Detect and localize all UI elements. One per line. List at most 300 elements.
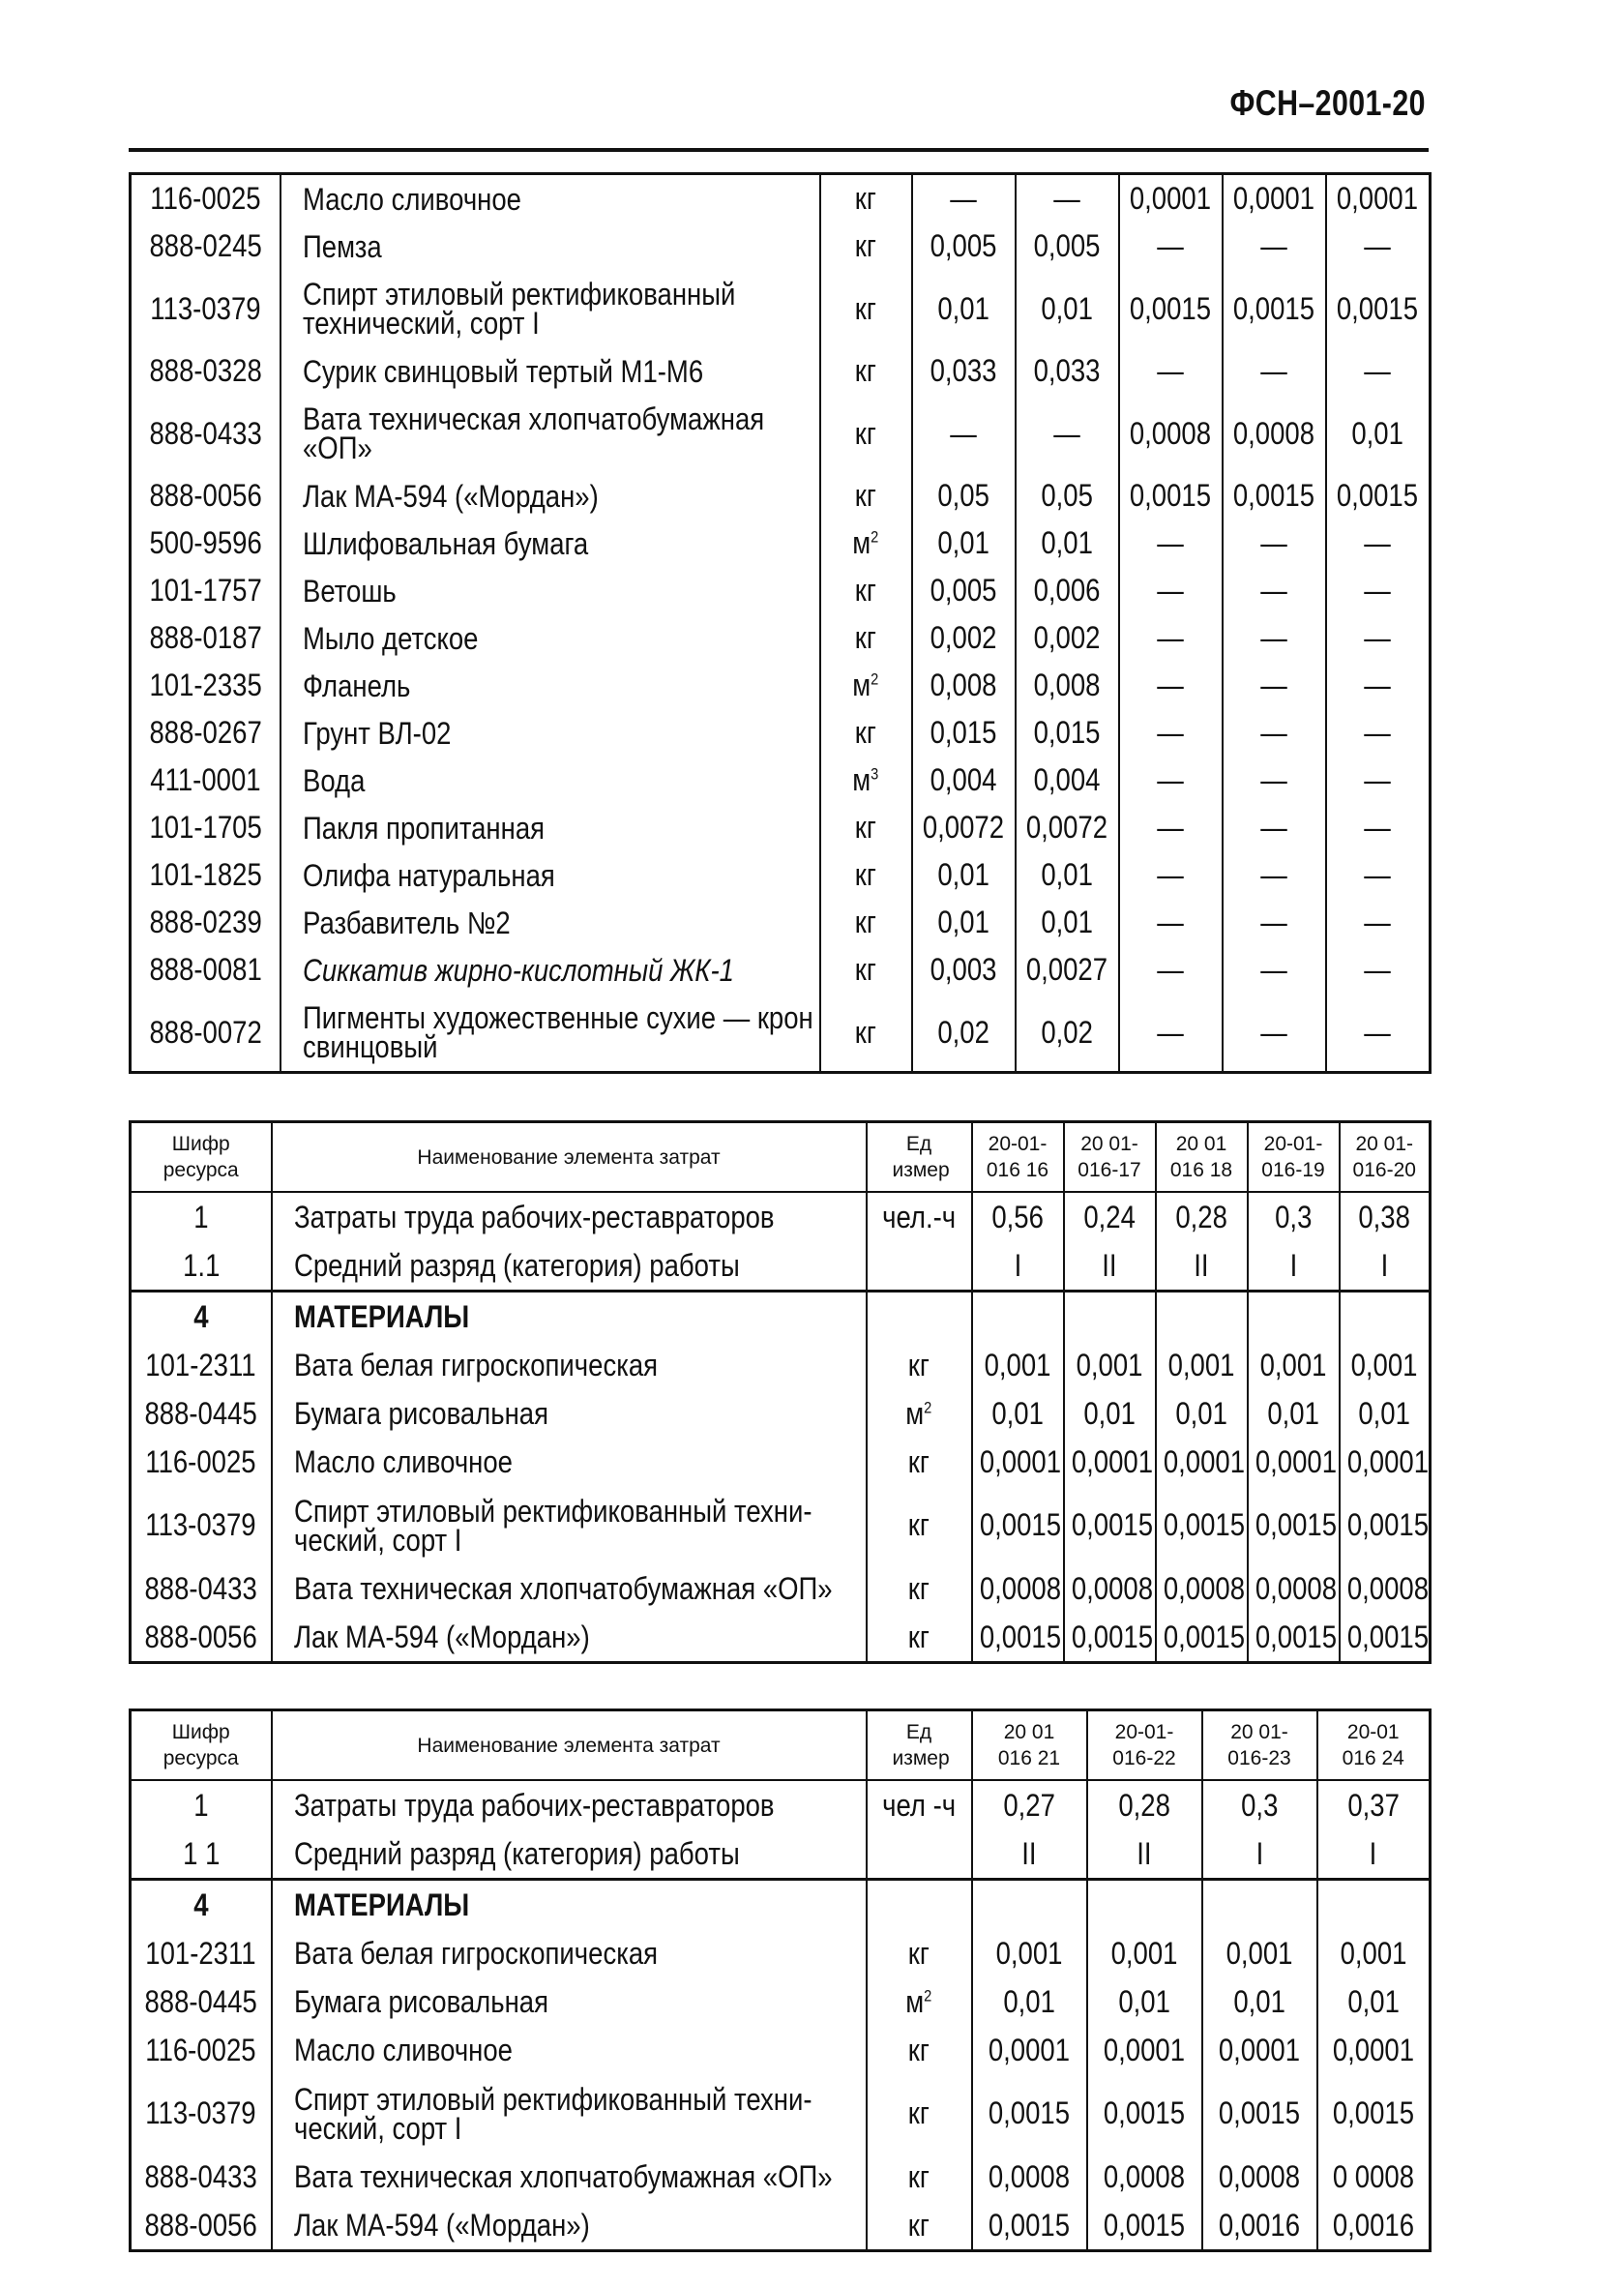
unit-cell: чел -ч <box>867 1780 972 1829</box>
value-cell: 0,27 <box>972 1780 1087 1829</box>
element-name: Мыло детское <box>281 614 820 662</box>
unit-cell: кг <box>820 567 912 614</box>
value-cell: 0,0015 <box>972 1486 1064 1564</box>
value-cell: — <box>1326 946 1431 994</box>
table-header-row <box>131 1122 1431 1193</box>
value-cell: 0,0008 <box>1087 2153 1202 2201</box>
value-cell: 0,005 <box>912 567 1016 614</box>
table-row <box>131 2026 1431 2074</box>
table-row <box>131 709 1431 757</box>
value-cell: — <box>1223 994 1326 1073</box>
header-rule <box>129 148 1429 152</box>
element-name: Фланель <box>281 662 820 709</box>
value-cell: 0,0015 <box>1119 472 1223 520</box>
unit-cell: кг <box>820 994 912 1073</box>
value-cell: 0,006 <box>1016 567 1119 614</box>
table-row <box>131 2153 1431 2201</box>
value-cell: — <box>1223 804 1326 851</box>
element-name: Спирт этиловый ректификованный технический, сорт I <box>281 270 820 347</box>
cost-table-016-16-20 <box>129 1120 1432 1664</box>
resource-code: 101-2311 <box>131 1341 272 1389</box>
value-cell: — <box>1326 223 1431 270</box>
value-cell: 0,01 <box>912 520 1016 567</box>
header-col-3: 20 01-016-23 <box>1202 1710 1317 1781</box>
value-cell: 0,3 <box>1202 1780 1317 1829</box>
value-cell: 0,28 <box>1087 1780 1202 1829</box>
unit-cell <box>867 1292 972 1342</box>
header-col-1: 20 01 016 21 <box>972 1710 1087 1781</box>
value-cell: — <box>1326 520 1431 567</box>
value-cell: — <box>1326 709 1431 757</box>
element-name: Вата техническая хлопчатобумажная «ОП» <box>272 1564 867 1613</box>
header-name: Наименование элемента затрат <box>272 1710 867 1781</box>
resource-code: 113-0379 <box>131 1486 272 1564</box>
value-cell: 0,0015 <box>1156 1613 1248 1663</box>
unit-cell: кг <box>867 2201 972 2251</box>
table-row <box>131 1613 1431 1663</box>
value-cell: I <box>972 1241 1064 1292</box>
value-cell: II <box>1087 1829 1202 1880</box>
value-cell: 0,003 <box>912 946 1016 994</box>
unit-cell: кг <box>820 614 912 662</box>
value-cell: 0,001 <box>1202 1929 1317 1977</box>
resource-code: 101-1705 <box>131 804 281 851</box>
value-cell: — <box>1223 223 1326 270</box>
value-cell: 0,0015 <box>1326 472 1431 520</box>
value-cell: — <box>1119 804 1223 851</box>
value-cell: 0,0001 <box>1248 1438 1340 1486</box>
value-cell: 0,0001 <box>1156 1438 1248 1486</box>
value-cell: 0,0001 <box>1119 174 1223 223</box>
value-cell: 0,05 <box>1016 472 1119 520</box>
value-cell: 0,01 <box>1156 1389 1248 1438</box>
value-cell: — <box>1223 946 1326 994</box>
resource-code: 888-0328 <box>131 347 281 395</box>
value-cell: 0,0015 <box>972 2201 1087 2251</box>
value-cell: 0,0008 <box>1223 395 1326 472</box>
table-row <box>131 1977 1431 2026</box>
table-row <box>131 1564 1431 1613</box>
resource-code: 888-0267 <box>131 709 281 757</box>
table-row <box>131 2201 1431 2251</box>
element-name: Масло сливочное <box>272 2026 867 2074</box>
element-name: Вата техническая хлопчатобумажная «ОП» <box>281 395 820 472</box>
table-row <box>131 851 1431 899</box>
unit-cell: кг <box>820 174 912 223</box>
value-cell: — <box>1223 851 1326 899</box>
value-cell: I <box>1248 1241 1340 1292</box>
unit-cell <box>867 1880 972 1930</box>
unit-cell: кг <box>867 1438 972 1486</box>
unit-cell: $м^2$ <box>867 1389 972 1438</box>
value-cell: — <box>1223 709 1326 757</box>
value-cell: 0,0001 <box>1317 2026 1431 2074</box>
value-cell: — <box>1119 851 1223 899</box>
element-name: Бумага рисовальная <box>272 1389 867 1438</box>
resource-code: 888-0081 <box>131 946 281 994</box>
value-cell: 0,0001 <box>1326 174 1431 223</box>
value-cell: 0,01 <box>1326 395 1431 472</box>
unit-cell: кг <box>820 270 912 347</box>
value-cell: 0,0015 <box>1223 270 1326 347</box>
unit-cell: кг <box>820 851 912 899</box>
element-name: Спирт этиловый ректификованный техни-ческий, сорт I <box>272 1486 867 1564</box>
value-cell: 0,0015 <box>972 2074 1087 2153</box>
section-row <box>131 1880 1431 1930</box>
table-row <box>131 757 1431 804</box>
value-cell: 0,0001 <box>1223 174 1326 223</box>
resource-code: 101-1757 <box>131 567 281 614</box>
document-id: ФСН–2001-20 <box>1229 83 1426 123</box>
value-cell: 0,0072 <box>912 804 1016 851</box>
value-cell: I <box>1202 1829 1317 1880</box>
value-cell: 0,02 <box>912 994 1016 1073</box>
resource-code: 101-2311 <box>131 1929 272 1977</box>
value-cell: 0,001 <box>1340 1341 1431 1389</box>
table-row <box>131 804 1431 851</box>
table-header-row <box>131 1710 1431 1781</box>
resource-code: 1.1 <box>131 1241 272 1292</box>
resource-code: 113-0379 <box>131 270 281 347</box>
resource-code: 116-0025 <box>131 2026 272 2074</box>
resource-code: 1 <box>131 1192 272 1241</box>
resource-code: 888-0433 <box>131 2153 272 2201</box>
value-cell: 0,01 <box>1016 520 1119 567</box>
unit-cell: кг <box>867 1341 972 1389</box>
value-cell: 0,01 <box>1016 899 1119 946</box>
resource-code: 1 1 <box>131 1829 272 1880</box>
unit-cell: $м^3$ <box>820 757 912 804</box>
unit-cell: кг <box>820 709 912 757</box>
element-name: Спирт этиловый ректификованный техни-ческий, сорт I <box>272 2074 867 2153</box>
element-name: Сиккатив жирно-кислотный ЖК-1 <box>281 946 820 994</box>
unit-cell: кг <box>820 946 912 994</box>
value-cell <box>1248 1292 1340 1342</box>
element-name: Затраты труда рабочих-реставраторов <box>272 1192 867 1241</box>
table-row <box>131 946 1431 994</box>
resource-code: 411-0001 <box>131 757 281 804</box>
value-cell: 0,0001 <box>1340 1438 1431 1486</box>
value-cell: — <box>1326 567 1431 614</box>
value-cell: 0,001 <box>1248 1341 1340 1389</box>
unit-cell: $м^2$ <box>820 520 912 567</box>
value-cell: 0,008 <box>912 662 1016 709</box>
unit-cell: $м^2$ <box>867 1977 972 2026</box>
header-col-1: 20-01-016 16 <box>972 1122 1064 1193</box>
value-cell: 0,0001 <box>972 1438 1064 1486</box>
value-cell <box>1317 1880 1431 1930</box>
materials-table-continued <box>129 172 1432 1074</box>
table-row <box>131 1341 1431 1389</box>
value-cell: 0,0015 <box>1156 1486 1248 1564</box>
header-code: Шифр ресурса <box>131 1710 272 1781</box>
value-cell: — <box>1326 347 1431 395</box>
value-cell: 0,0008 <box>972 2153 1087 2201</box>
value-cell: — <box>1119 520 1223 567</box>
value-cell: 0,0008 <box>1156 1564 1248 1613</box>
resource-code: 888-0245 <box>131 223 281 270</box>
header-col-4: 20-01 016 24 <box>1317 1710 1431 1781</box>
value-cell <box>1064 1292 1156 1342</box>
value-cell: — <box>912 174 1016 223</box>
value-cell: 0,002 <box>912 614 1016 662</box>
value-cell: 0,01 <box>1248 1389 1340 1438</box>
element-name: Вода <box>281 757 820 804</box>
value-cell: — <box>1223 567 1326 614</box>
unit-cell: кг <box>867 1613 972 1663</box>
table-row <box>131 994 1431 1073</box>
value-cell: 0,0015 <box>1248 1613 1340 1663</box>
resource-code: 888-0239 <box>131 899 281 946</box>
element-name: Грунт ВЛ-02 <box>281 709 820 757</box>
value-cell: 0,0008 <box>1064 1564 1156 1613</box>
value-cell: 0,004 <box>912 757 1016 804</box>
value-cell: 0,001 <box>1317 1929 1431 1977</box>
value-cell: — <box>1326 662 1431 709</box>
value-cell: 0,0027 <box>1016 946 1119 994</box>
value-cell: 0,0001 <box>1202 2026 1317 2074</box>
table-row <box>131 270 1431 347</box>
resource-code: 113-0379 <box>131 2074 272 2153</box>
value-cell: 0,01 <box>1016 851 1119 899</box>
resource-code: 4 <box>131 1880 272 1930</box>
value-cell: 0,0015 <box>972 1613 1064 1663</box>
table-row <box>131 1389 1431 1438</box>
element-name: МАТЕРИАЛЫ <box>272 1880 867 1930</box>
value-cell <box>1202 1880 1317 1930</box>
value-cell: 0,0015 <box>1317 2074 1431 2153</box>
table-row <box>131 614 1431 662</box>
element-name: Вата белая гигроскопическая <box>272 1341 867 1389</box>
value-cell: 0,002 <box>1016 614 1119 662</box>
element-name: МАТЕРИАЛЫ <box>272 1292 867 1342</box>
value-cell: — <box>1119 994 1223 1073</box>
resource-code: 888-0056 <box>131 472 281 520</box>
resource-code: 4 <box>131 1292 272 1342</box>
resource-code: 888-0056 <box>131 1613 272 1663</box>
value-cell: 0,015 <box>1016 709 1119 757</box>
resource-code: 888-0433 <box>131 395 281 472</box>
value-cell: 0,01 <box>1340 1389 1431 1438</box>
value-cell <box>1156 1292 1248 1342</box>
value-cell: — <box>1223 899 1326 946</box>
element-name: Сурик свинцовый тертый М1-М6 <box>281 347 820 395</box>
value-cell: 0,0001 <box>1087 2026 1202 2074</box>
value-cell: 0,0015 <box>1064 1613 1156 1663</box>
table-row <box>131 223 1431 270</box>
unit-cell: кг <box>867 2153 972 2201</box>
value-cell: 0,02 <box>1016 994 1119 1073</box>
value-cell: — <box>1326 899 1431 946</box>
header-name: Наименование элемента затрат <box>272 1122 867 1193</box>
resource-code: 1 <box>131 1780 272 1829</box>
value-cell: 0,0015 <box>1202 2074 1317 2153</box>
unit-cell: кг <box>867 1929 972 1977</box>
value-cell <box>1087 1880 1202 1930</box>
header-col-2: 20 01-016-17 <box>1064 1122 1156 1193</box>
resource-code: 500-9596 <box>131 520 281 567</box>
value-cell: 0,0015 <box>1119 270 1223 347</box>
header-unit: Ед измер <box>867 1710 972 1781</box>
value-cell: — <box>1119 614 1223 662</box>
element-name: Средний разряд (категория) работы <box>272 1241 867 1292</box>
value-cell: 0,37 <box>1317 1780 1431 1829</box>
value-cell: — <box>1223 614 1326 662</box>
element-name: Затраты труда рабочих-реставраторов <box>272 1780 867 1829</box>
value-cell: 0,001 <box>1087 1929 1202 1977</box>
resource-code: 888-0056 <box>131 2201 272 2251</box>
element-name: Пемза <box>281 223 820 270</box>
resource-code: 888-0445 <box>131 1389 272 1438</box>
value-cell: 0,015 <box>912 709 1016 757</box>
value-cell: 0,005 <box>1016 223 1119 270</box>
value-cell: 0,01 <box>1016 270 1119 347</box>
resource-code: 101-1825 <box>131 851 281 899</box>
value-cell: 0,38 <box>1340 1192 1431 1241</box>
value-cell: 0,001 <box>1064 1341 1156 1389</box>
value-cell: 0,0015 <box>1087 2074 1202 2153</box>
value-cell: II <box>1156 1241 1248 1292</box>
value-cell: 0,0001 <box>972 2026 1087 2074</box>
table-row <box>131 567 1431 614</box>
value-cell: — <box>1119 223 1223 270</box>
value-cell: 0,0015 <box>1340 1613 1431 1663</box>
element-name: Лак МА-594 («Мордан») <box>272 2201 867 2251</box>
value-cell: — <box>1326 614 1431 662</box>
value-cell: 0,0001 <box>1064 1438 1156 1486</box>
value-cell: 0,005 <box>912 223 1016 270</box>
value-cell: — <box>1223 347 1326 395</box>
value-cell: — <box>1223 520 1326 567</box>
element-name: Пигменты художественные сухие — крон свинцовый <box>281 994 820 1073</box>
resource-code: 101-2335 <box>131 662 281 709</box>
value-cell: 0,0016 <box>1317 2201 1431 2251</box>
value-cell: 0,0015 <box>1064 1486 1156 1564</box>
value-cell: 0,001 <box>972 1929 1087 1977</box>
value-cell: 0,01 <box>972 1977 1087 2026</box>
value-cell: 0,0015 <box>1087 2201 1202 2251</box>
value-cell: 0,0008 <box>1340 1564 1431 1613</box>
value-cell: 0,3 <box>1248 1192 1340 1241</box>
value-cell: 0,01 <box>1317 1977 1431 2026</box>
resource-code: 888-0433 <box>131 1564 272 1613</box>
value-cell: — <box>1326 804 1431 851</box>
table-row <box>131 520 1431 567</box>
element-name: Ветошь <box>281 567 820 614</box>
value-cell: — <box>1119 946 1223 994</box>
value-cell: 0,56 <box>972 1192 1064 1241</box>
element-name: Лак МА-594 («Мордан») <box>272 1613 867 1663</box>
resource-code: 888-0187 <box>131 614 281 662</box>
value-cell: 0,01 <box>1064 1389 1156 1438</box>
unit-cell: кг <box>820 395 912 472</box>
value-cell: 0,01 <box>912 270 1016 347</box>
value-cell: — <box>1119 347 1223 395</box>
unit-cell: кг <box>867 2074 972 2153</box>
value-cell: 0,0008 <box>1248 1564 1340 1613</box>
header-code: Шифр ресурса <box>131 1122 272 1193</box>
table-row <box>131 662 1431 709</box>
unit-cell: кг <box>820 804 912 851</box>
value-cell: — <box>1223 662 1326 709</box>
element-name: Средний разряд (категория) работы <box>272 1829 867 1880</box>
grade-row <box>131 1829 1431 1880</box>
unit-cell: кг <box>867 1486 972 1564</box>
value-cell: I <box>1317 1829 1431 1880</box>
value-cell: 0,01 <box>972 1389 1064 1438</box>
value-cell <box>972 1880 1087 1930</box>
header-col-3: 20 01 016 18 <box>1156 1122 1248 1193</box>
value-cell: — <box>1119 899 1223 946</box>
value-cell: 0,24 <box>1064 1192 1156 1241</box>
section-row <box>131 1292 1431 1342</box>
value-cell: 0,0008 <box>1202 2153 1317 2201</box>
value-cell: 0,01 <box>1087 1977 1202 2026</box>
table-row <box>131 1486 1431 1564</box>
value-cell: 0,001 <box>1156 1341 1248 1389</box>
unit-cell: кг <box>867 1564 972 1613</box>
element-name: Лак МА-594 («Мордан») <box>281 472 820 520</box>
resource-code: 116-0025 <box>131 174 281 223</box>
table-row <box>131 1929 1431 1977</box>
table-row <box>131 174 1431 223</box>
resource-code: 116-0025 <box>131 1438 272 1486</box>
header-col-5: 20 01-016-20 <box>1340 1122 1431 1193</box>
table-row <box>131 2074 1431 2153</box>
value-cell: — <box>1016 174 1119 223</box>
value-cell: 0,28 <box>1156 1192 1248 1241</box>
element-name: Масло сливочное <box>281 174 820 223</box>
value-cell: I <box>1340 1241 1431 1292</box>
resource-code: 888-0072 <box>131 994 281 1073</box>
value-cell: 0,0008 <box>1119 395 1223 472</box>
unit-cell: кг <box>820 472 912 520</box>
value-cell: — <box>1119 567 1223 614</box>
value-cell: 0,0015 <box>1340 1486 1431 1564</box>
element-name: Вата белая гигроскопическая <box>272 1929 867 1977</box>
element-name: Бумага рисовальная <box>272 1977 867 2026</box>
resource-code: 888-0445 <box>131 1977 272 2026</box>
value-cell: 0,0072 <box>1016 804 1119 851</box>
labor-row <box>131 1192 1431 1241</box>
element-name: Разбавитель №2 <box>281 899 820 946</box>
value-cell: — <box>1223 757 1326 804</box>
element-name: Вата техническая хлопчатобумажная «ОП» <box>272 2153 867 2201</box>
unit-cell: кг <box>820 899 912 946</box>
table-row <box>131 347 1431 395</box>
unit-cell: кг <box>820 347 912 395</box>
value-cell <box>1340 1292 1431 1342</box>
table-row <box>131 395 1431 472</box>
unit-cell: чел.-ч <box>867 1192 972 1241</box>
unit-cell <box>867 1829 972 1880</box>
value-cell: 0,033 <box>912 347 1016 395</box>
header-unit: Ед измер <box>867 1122 972 1193</box>
value-cell: 0,033 <box>1016 347 1119 395</box>
element-name: Шлифовальная бумага <box>281 520 820 567</box>
value-cell: — <box>1016 395 1119 472</box>
value-cell: 0,0015 <box>1223 472 1326 520</box>
value-cell: — <box>912 395 1016 472</box>
value-cell: — <box>1326 851 1431 899</box>
value-cell: 0,004 <box>1016 757 1119 804</box>
header-col-4: 20-01-016-19 <box>1248 1122 1340 1193</box>
value-cell: — <box>1119 709 1223 757</box>
header-col-2: 20-01-016-22 <box>1087 1710 1202 1781</box>
value-cell: 0,0016 <box>1202 2201 1317 2251</box>
value-cell: 0,0015 <box>1326 270 1431 347</box>
value-cell: 0,0008 <box>972 1564 1064 1613</box>
